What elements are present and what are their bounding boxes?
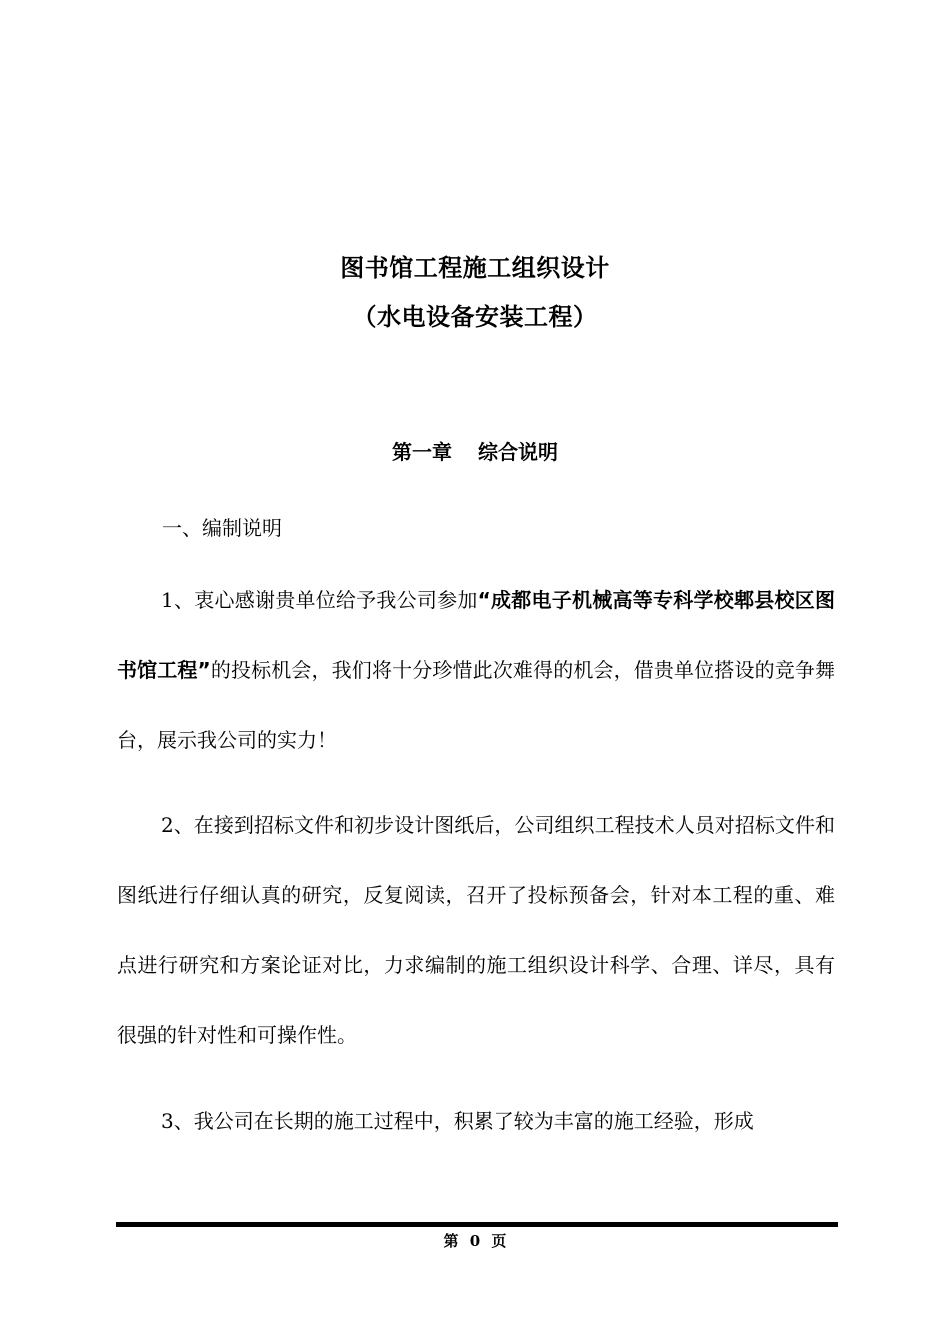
paragraph-3: 3、我公司在长期的施工过程中，积累了较为丰富的施工经验，形成 (161, 1109, 754, 1133)
paragraph-1-text-end: 的投标机会，我们将十分珍惜此次难得的机会，借贵单位搭设的竞争舞台，展示我公司的实力！ (117, 658, 835, 752)
paragraph-1 (117, 565, 835, 775)
footer-divider (116, 1222, 838, 1227)
chapter-name: 综合说明 (478, 440, 558, 464)
section-heading: 一、编制说明 (162, 516, 282, 540)
page-number: 第 0 页 (443, 1232, 507, 1250)
document-title: 图书馆工程施工组织设计 (340, 254, 610, 282)
project-name-emphasis: “成都电子机械高等专科学校郫县校区图书馆工程” (117, 588, 835, 682)
paragraph-1-text-start: 1、衷心感谢贵单位给予我公司参加 (161, 588, 478, 612)
chapter-number: 第一章 (392, 440, 452, 464)
document-subtitle: （水电设备安装工程） (352, 303, 598, 331)
paragraph-2: 2、在接到招标文件和初步设计图纸后，公司组织工程技术人员对招标文件和图纸进行仔细认真的研究，反复阅读，召开了投标预备会，针对本工程的重、难点进行研究和方案论证对比，力求编制的施工组织设计科学、合理、详尽，具有很强的针对性和可操作性。 (117, 813, 835, 1047)
chapter-heading (0, 436, 950, 465)
